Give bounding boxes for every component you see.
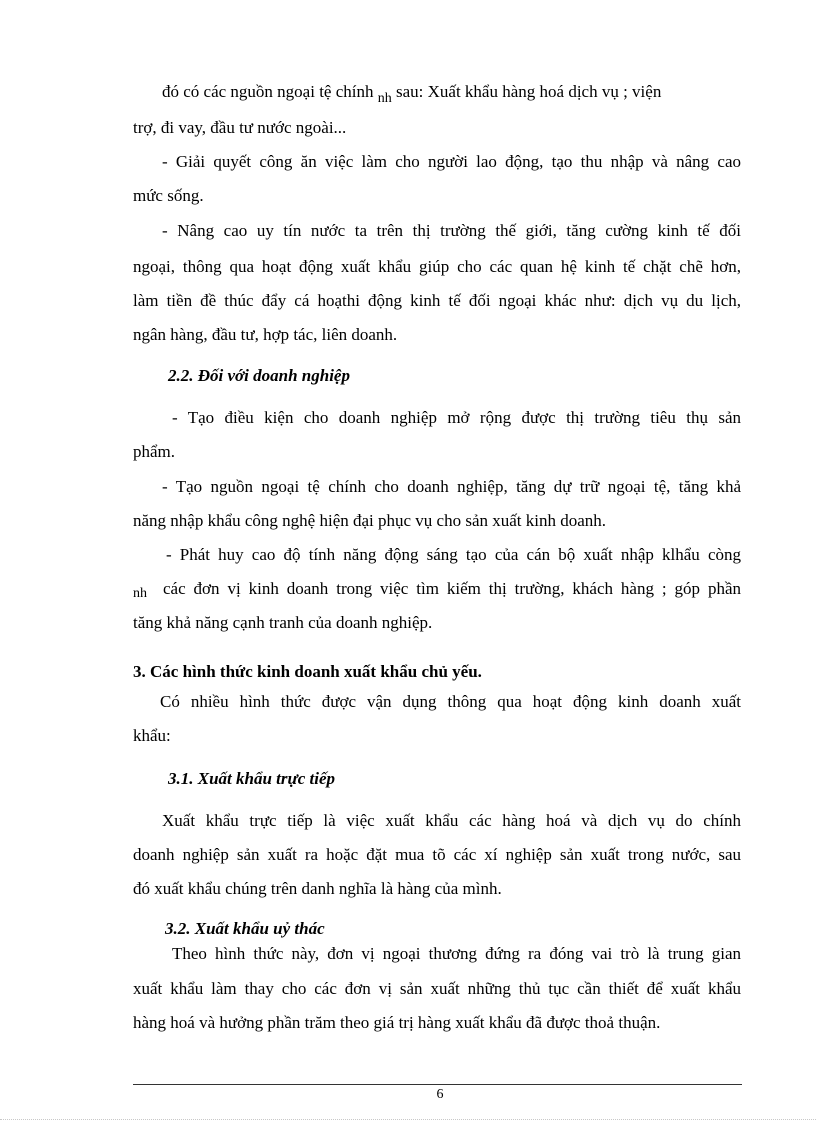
p9-line-3: hàng hoá và hưởng phần trăm theo giá trị hàng xuất khẩu đã được thoả thuận. xyxy=(133,1013,661,1032)
p8-line-2: doanh nghiệp sản xuất ra hoặc đặt mua tõ các xí nghiệp sản xuất trong nước, sau xyxy=(133,845,741,864)
p3-line-4: ngân hàng, đầu tư, hợp tác, liên doanh. xyxy=(133,325,398,344)
heading-3-2: 3.2. Xuất khẩu uỷ thác xyxy=(165,919,325,938)
p1-line-2: trợ, đi vay, đầu tư nước ngoài... xyxy=(133,118,347,137)
heading-3: 3. Các hình thức kinh doanh xuất khẩu chủ yếu. xyxy=(133,662,482,681)
p6-line-2: các đơn vị kinh doanh trong việc tìm kiếm thị trường, khách hàng ; góp phần xyxy=(163,579,741,598)
p7-line-2: khẩu: xyxy=(133,726,171,745)
p5-line-2: năng nhập khẩu công nghệ hiện đại phục vụ cho sản xuất kinh doanh. xyxy=(133,511,607,530)
heading-3-1: 3.1. Xuất khẩu trực tiếp xyxy=(168,769,335,788)
p7-line-1: Có nhiều hình thức được vận dụng thông qua hoạt động kinh doanh xuất xyxy=(160,692,741,711)
p4-line-1: - Tạo điều kiện cho doanh nghiệp mở rộng được thị trường tiêu thụ sản xyxy=(172,408,741,427)
p9-line-1: Theo hình thức này, đơn vị ngoại thương đứng ra đóng vai trò là trung gian xyxy=(172,944,741,963)
page-number: 6 xyxy=(436,1087,444,1102)
p8-line-3: đó xuất khẩu chúng trên danh nghĩa là hàng của mình. xyxy=(133,879,502,898)
p1-nh-fragment: nh xyxy=(377,91,392,106)
p8-line-1: Xuất khẩu trực tiếp là việc xuất khẩu các hàng hoá và dịch vụ do chính xyxy=(162,811,741,830)
p6-line-1: - Phát huy cao độ tính năng động sáng tạo của cán bộ xuất nhập klhẩu còng xyxy=(166,545,741,564)
heading-2-2: 2.2. Đối với doanh nghiệp xyxy=(168,366,350,385)
p2-line-1: - Giải quyết công ăn việc làm cho người lao động, tạo thu nhập và nâng cao xyxy=(162,152,741,171)
p6-nh-fragment: nh xyxy=(133,586,147,601)
p3-line-2: ngoại, thông qua hoạt động xuất khẩu giúp cho các quan hệ kinh tế chặt chẽ hơn, xyxy=(133,257,741,276)
p1-text-c: sau: Xuất khẩu hàng hoá dịch vụ ; viện xyxy=(396,82,662,101)
p1-text-a: đó có các nguồn ngoại tệ chính xyxy=(162,82,374,101)
p4-line-2: phẩm. xyxy=(133,442,176,461)
p3-line-1: - Nâng cao uy tín nước ta trên thị trường thế giới, tăng cường kinh tế đối xyxy=(162,221,741,240)
p1-line-1 xyxy=(162,81,741,105)
page-bottom-border xyxy=(0,1119,816,1120)
p5-line-1: - Tạo nguồn ngoại tệ chính cho doanh nghiệp, tăng dự trữ ngoại tệ, tăng khả xyxy=(162,477,741,496)
p6-line-3: tăng khả năng cạnh tranh của doanh nghiệp. xyxy=(133,613,433,632)
p3-line-3: làm tiền đề thúc đẩy cá hoạthi động kinh tế đối ngoại khác như: dịch vụ du lịch, xyxy=(133,291,741,310)
p9-line-2: xuất khẩu làm thay cho các đơn vị sản xuất những thủ tục cần thiết để xuất khẩu xyxy=(133,979,741,998)
p2-line-2: mức sống. xyxy=(133,186,204,205)
footer-rule xyxy=(133,1084,742,1085)
